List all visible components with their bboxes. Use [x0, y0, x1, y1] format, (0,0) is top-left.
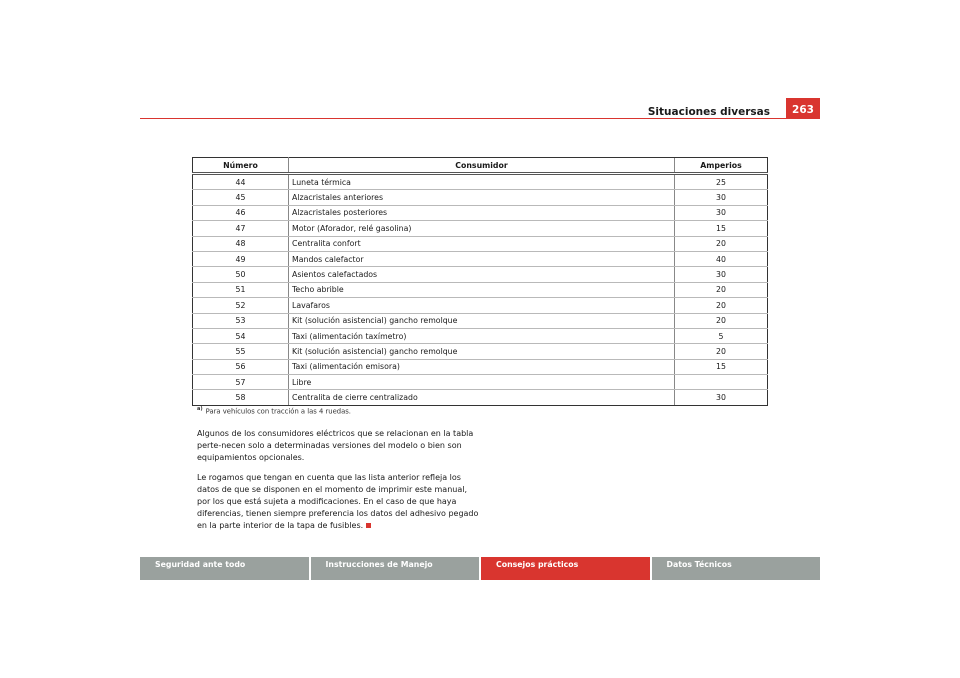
footer-tab-instrucciones[interactable]: Instrucciones de Manejo — [311, 557, 480, 580]
cell-number: 46 — [193, 205, 289, 220]
cell-consumer: Luneta térmica — [289, 174, 675, 190]
cell-amps: 20 — [675, 344, 768, 359]
table-header-row — [193, 158, 768, 174]
cell-amps: 20 — [675, 236, 768, 251]
cell-amps: 20 — [675, 313, 768, 328]
table-row — [193, 375, 768, 390]
cell-consumer: Taxi (alimentación emisora) — [289, 359, 675, 374]
table-row — [193, 251, 768, 266]
table-row — [193, 328, 768, 343]
cell-amps — [675, 375, 768, 390]
cell-number: 54 — [193, 328, 289, 343]
cell-amps: 30 — [675, 390, 768, 405]
cell-number: 49 — [193, 251, 289, 266]
table-row — [193, 174, 768, 190]
table-row — [193, 267, 768, 282]
cell-amps: 30 — [675, 190, 768, 205]
cell-consumer: Alzacristales posteriores — [289, 205, 675, 220]
cell-amps: 20 — [675, 298, 768, 313]
cell-consumer: Libre — [289, 375, 675, 390]
table-row — [193, 236, 768, 251]
table-row — [193, 313, 768, 328]
cell-number: 57 — [193, 375, 289, 390]
cell-number: 50 — [193, 267, 289, 282]
cell-amps: 25 — [675, 174, 768, 190]
page-section-title: Situaciones diversas — [647, 106, 770, 118]
cell-number: 55 — [193, 344, 289, 359]
cell-consumer: Kit (solución asistencial) gancho remolque — [289, 344, 675, 359]
cell-consumer: Lavafaros — [289, 298, 675, 313]
cell-consumer: Motor (Aforador, relé gasolina) — [289, 221, 675, 236]
column-header-number: Número — [193, 158, 289, 174]
cell-amps: 40 — [675, 251, 768, 266]
cell-number: 53 — [193, 313, 289, 328]
table-row — [193, 190, 768, 205]
header-divider — [140, 118, 820, 119]
cell-number: 45 — [193, 190, 289, 205]
footnote-marker: a) — [197, 406, 203, 412]
footer-tab-consejos[interactable]: Consejos prácticos — [481, 557, 650, 580]
cell-consumer: Techo abrible — [289, 282, 675, 297]
cell-consumer: Alzacristales anteriores — [289, 190, 675, 205]
cell-number: 58 — [193, 390, 289, 405]
cell-number: 48 — [193, 236, 289, 251]
footer-tab-seguridad[interactable]: Seguridad ante todo — [140, 557, 309, 580]
footnote — [197, 406, 351, 415]
footnote-text: Para vehículos con tracción a las 4 ruedas. — [205, 407, 351, 416]
section-end-marker — [366, 523, 371, 528]
cell-amps: 30 — [675, 267, 768, 282]
cell-amps: 20 — [675, 282, 768, 297]
body-paragraph-2-text: Le rogamos que tengan en cuenta que las lista anterior refleja los datos de que se disponen en el momento de imprimir este manual, por los que está sujeta a modificaciones. En el caso de que haya diferencias, tienen siempre preferencia los datos del adhesivo pegado en la parte interior de la tapa de fusibles. — [197, 473, 479, 530]
body-paragraph-2 — [197, 472, 479, 532]
cell-consumer: Mandos calefactor — [289, 251, 675, 266]
table-body — [193, 174, 768, 406]
cell-number: 52 — [193, 298, 289, 313]
fuse-table — [192, 157, 768, 406]
cell-consumer: Asientos calefactados — [289, 267, 675, 282]
column-header-consumer: Consumidor — [289, 158, 675, 174]
fuse-table-container — [192, 157, 768, 406]
table-row — [193, 221, 768, 236]
table-row — [193, 344, 768, 359]
column-header-amps: Amperios — [675, 158, 768, 174]
cell-number: 44 — [193, 174, 289, 190]
table-row — [193, 205, 768, 220]
cell-number: 51 — [193, 282, 289, 297]
cell-amps: 15 — [675, 359, 768, 374]
cell-amps: 15 — [675, 221, 768, 236]
page-number: 263 — [786, 98, 820, 119]
table-row — [193, 359, 768, 374]
cell-consumer: Taxi (alimentación taxímetro) — [289, 328, 675, 343]
table-row — [193, 282, 768, 297]
footer-tab-datos[interactable]: Datos Técnicos — [652, 557, 821, 580]
body-paragraph-1: Algunos de los consumidores eléctricos que se relacionan en la tabla perte-necen solo a determinadas versiones del modelo o bien son equipamientos opcionales. — [197, 429, 474, 462]
cell-amps: 5 — [675, 328, 768, 343]
footer-nav — [140, 557, 820, 580]
table-row — [193, 298, 768, 313]
cell-consumer: Centralita de cierre centralizado — [289, 390, 675, 405]
table-row — [193, 390, 768, 405]
cell-number: 56 — [193, 359, 289, 374]
cell-consumer: Centralita confort — [289, 236, 675, 251]
cell-amps: 30 — [675, 205, 768, 220]
cell-consumer: Kit (solución asistencial) gancho remolque — [289, 313, 675, 328]
body-text — [197, 428, 479, 540]
cell-number: 47 — [193, 221, 289, 236]
